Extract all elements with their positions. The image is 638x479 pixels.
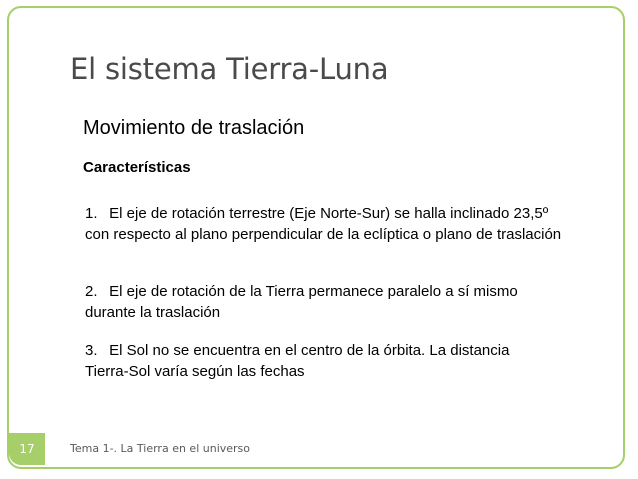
list-item [85,340,509,382]
footer-text: Tema 1-. La Tierra en el universo [70,442,251,455]
list-item-line [85,281,518,302]
list-item-line: Tierra-Sol varía según las fechas [85,363,305,380]
list-item [85,281,518,323]
list-item-text: El eje de rotación de la Tierra permanece paralelo a sí mismo [109,283,518,300]
list-item-text: El Sol no se encuentra en el centro de la órbita. La distancia [109,342,510,359]
list-item [85,203,561,245]
list-item-line [85,203,561,224]
list-item-number: 2. [85,283,98,300]
list-item-line: durante la traslación [85,304,221,321]
list-item-text: El eje de rotación terrestre (Eje Norte-Sur) se halla inclinado 23,5º [109,205,549,222]
slide-number-badge [9,433,45,465]
slide-title: El sistema Tierra-Luna [70,52,389,86]
slide-number: 17 [19,442,35,456]
section-label: Características [83,159,191,176]
list-item-line: con respecto al plano perpendicular de la eclíptica o plano de traslación [85,226,562,243]
list-item-line [85,340,509,361]
list-item-number: 1. [85,205,98,222]
list-item-number: 3. [85,342,98,359]
slide-subtitle: Movimiento de traslación [83,117,305,139]
